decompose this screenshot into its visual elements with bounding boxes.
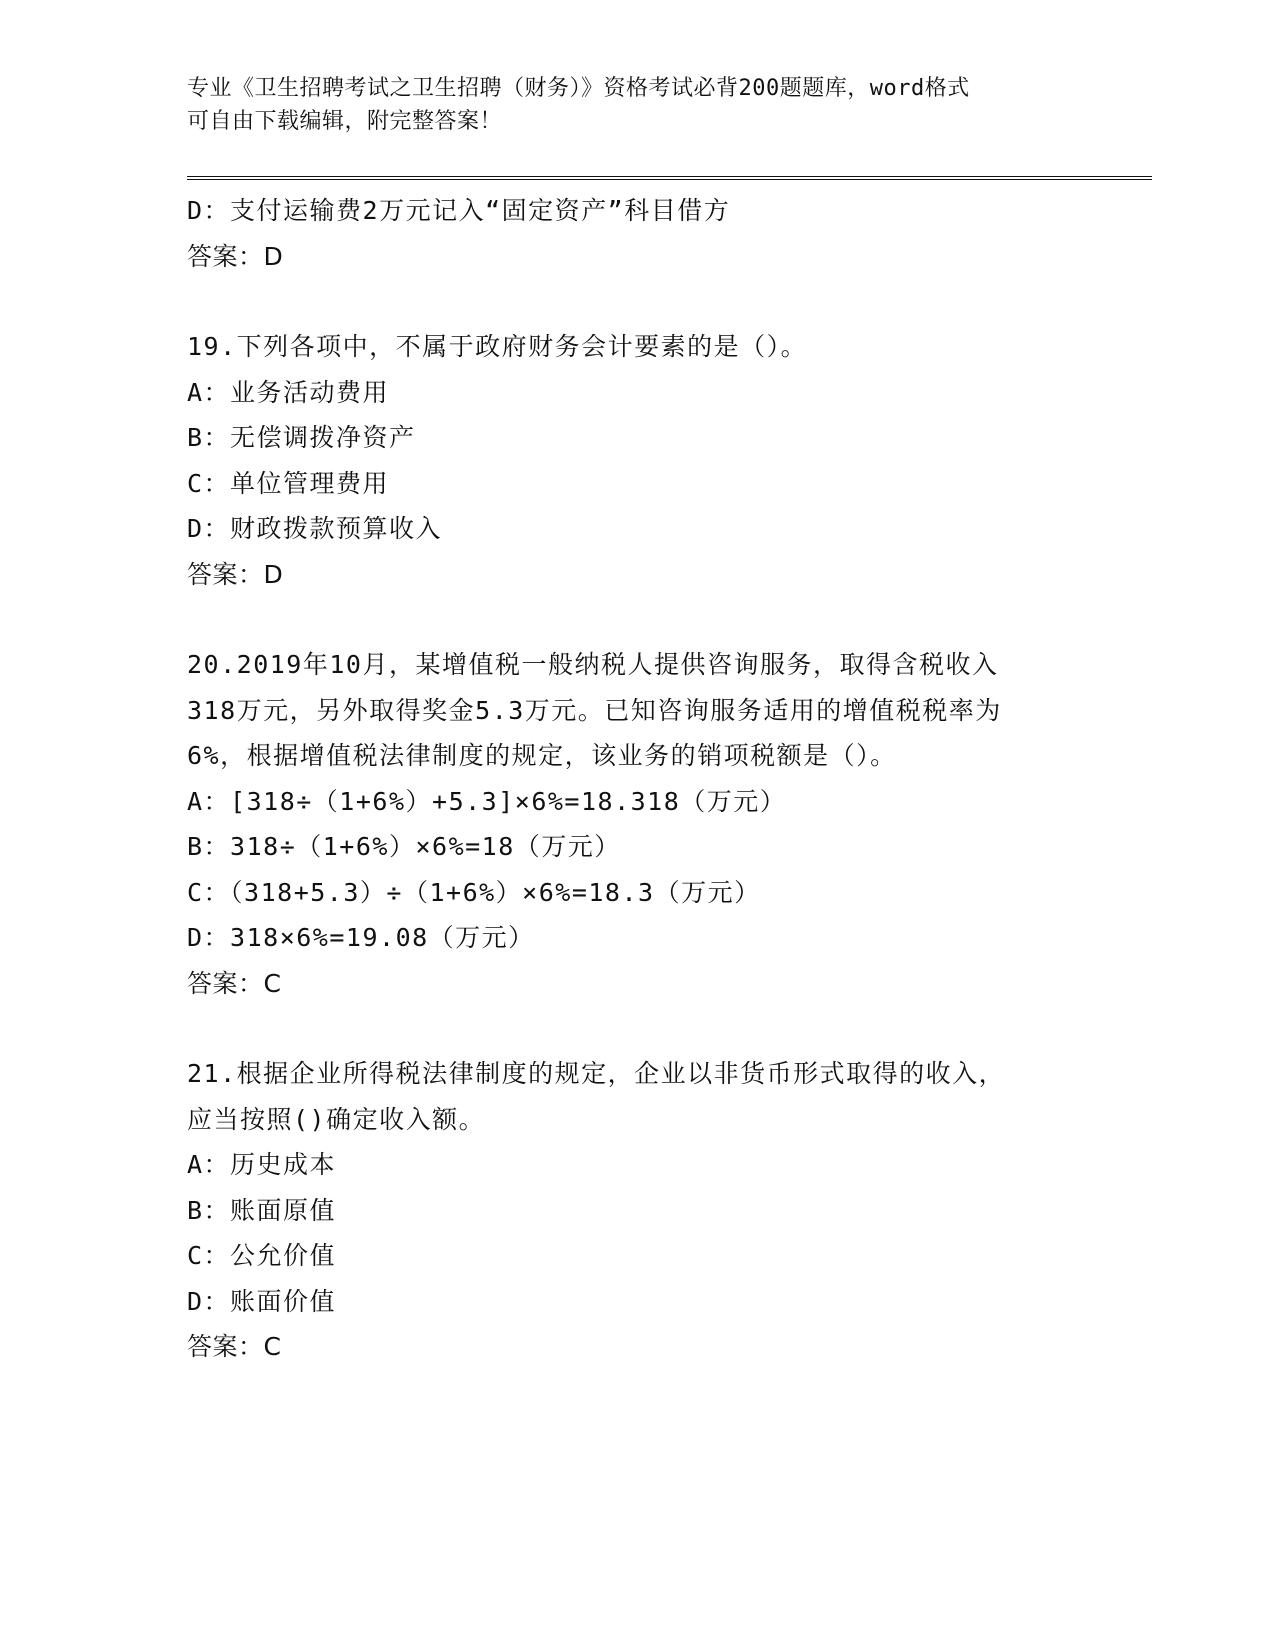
option-a: A：历史成本 (187, 1150, 337, 1179)
question-stem: 318万元，另外取得奖金5.3万元。已知咨询服务适用的增值税税率为 (187, 695, 1002, 725)
question-20 (187, 642, 1117, 1006)
answer-line: 答案：D (187, 559, 284, 589)
answer-line: 答案：D (187, 241, 284, 271)
option-d: D：318×6%=19.08（万元） (187, 923, 535, 952)
option-c: C：公允价值 (187, 1241, 337, 1270)
question-19 (187, 324, 1117, 597)
answer-line: 答案：C (187, 1332, 282, 1361)
header-divider (187, 176, 1152, 180)
header-line-2: 可自由下载编辑，附完整答案！ (187, 109, 503, 134)
option-d: D：支付运输费2万元记入“固定资产”科目借方 (187, 196, 731, 225)
document-body (187, 188, 1117, 1370)
option-b: B：318÷（1+6%）×6%=18（万元） (187, 832, 621, 861)
document-header (187, 72, 1087, 138)
previous-question-tail (187, 188, 1117, 279)
option-c: C：（318+5.3）÷（1+6%）×6%=18.3（万元） (187, 877, 761, 907)
question-stem: 6%，根据增值税法律制度的规定，该业务的销项税额是（）。 (187, 741, 897, 770)
question-stem: 应当按照()确定收入额。 (187, 1104, 486, 1134)
header-line-1: 专业《卫生招聘考试之卫生招聘（财务）》资格考试必背200题题库，word格式 (187, 76, 970, 101)
option-a: A：[318÷（1+6%）+5.3]×6%=18.318（万元） (187, 786, 787, 816)
question-21 (187, 1051, 1117, 1370)
question-stem: 21.根据企业所得税法律制度的规定，企业以非货币形式取得的收入， (187, 1059, 1006, 1088)
question-stem: 20.2019年10月，某增值税一般纳税人提供咨询服务，取得含税收入 (187, 650, 999, 679)
option-c: C：单位管理费用 (187, 468, 390, 498)
option-d: D：财政拨款预算收入 (187, 514, 443, 543)
option-a: A：业务活动费用 (187, 377, 390, 407)
option-b: B：无偿调拨净资产 (187, 423, 416, 452)
answer-line: 答案：C (187, 968, 282, 998)
option-d: D：账面价值 (187, 1286, 337, 1316)
question-stem: 19.下列各项中，不属于政府财务会计要素的是（）。 (187, 332, 808, 361)
option-b: B：账面原值 (187, 1195, 337, 1225)
